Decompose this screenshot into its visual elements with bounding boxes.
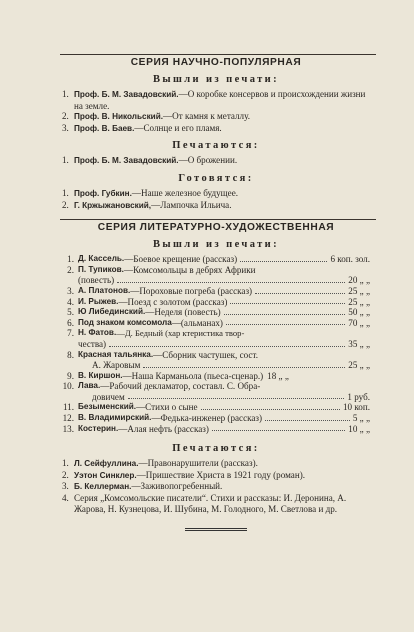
list-item: 4. Серия „Комсомольские писатели“. Стихи и рассказы: И. Деронина, А. Жарова, Н. Кузнецова, И. Шубина, М. Голодного, М. Светлова и др. — [62, 493, 347, 514]
literary-printing-heading: Печатаются: — [172, 443, 260, 455]
top-rule — [60, 54, 376, 55]
popular-series-title: СЕРИЯ НАУЧНО-ПОПУЛЯРНАЯ — [130, 57, 302, 68]
list-item: 2. П. Тупиков. —Комсомольцы в дебрях Африки — [67, 264, 256, 275]
popular-published-heading: Вышли из печати: — [153, 74, 279, 85]
list-item: 3. Б. Келлерман.—Заживопогребенный. — [62, 481, 223, 492]
list-item: 9. В. Киршон. —Наша Карманьола (пьеса-сценар.) 18 „ „ — [67, 370, 289, 381]
list-item: чества) 35 „ „ — [78, 338, 370, 349]
popular-printing-list — [62, 155, 370, 167]
list-item: 7. Н. Фатов. —Д. Бедный (хар ктеристика твор- — [67, 328, 245, 339]
list-item: 12. В. Владимирский. —Федька-инженер (рассказ) 5 „ „ — [62, 413, 370, 424]
list-item: 1. Проф. Б. М. Завадовский.—О коробке консервов и происхождении жизни на земле. — [62, 89, 366, 111]
list-item: 3. А. Платонов. —Пороховые погреба (рассказ) 25 „ „ — [67, 285, 370, 296]
list-item: 1. Проф. Б. М. Завадовский.—О брожении. — [62, 155, 238, 166]
literary-published-list — [62, 254, 370, 434]
popular-printing-heading: Печатаются: — [172, 140, 260, 152]
list-item: 3. Проф. В. Баев.—Солнце и его пламя. — [62, 122, 222, 133]
list-item: 1. Проф. Губкин.—Наше железное будущее. — [62, 187, 239, 198]
list-item: 6. Под знаком комсомола —(альманах) 70 „ „ — [67, 317, 370, 328]
list-item: 13. Костерин. —Алая нефть (рассказ) 10 „ „ — [62, 423, 370, 434]
literary-printing-list — [62, 458, 370, 514]
list-item: 2. Проф. В. Никольский.—От камня к металлу. — [62, 111, 251, 122]
list-item: А. Жаровым 25 „ „ — [92, 360, 370, 371]
list-item: 2. Уэтон Синклер.—Пришествие Христа в 1921 году (роман). — [62, 469, 305, 480]
popular-preparing-heading: Готовятся: — [178, 172, 254, 184]
list-item: 2. Г. Кржыжановский,—Лампочка Ильича. — [62, 199, 232, 210]
section-rule — [60, 219, 376, 220]
list-item: 5. Ю Либединский. —Неделя (повесть) 50 „ „ — [67, 307, 370, 318]
list-item: 4. И. Рыжев. —Поезд с золотом (рассказ) 25 „ „ — [67, 296, 370, 307]
list-item: 10. Лава. —Рабочий декламатор, составл. С. Обра- — [62, 381, 261, 392]
literary-series-title: СЕРИЯ ЛИТЕРАТУРНО-ХУДОЖЕСТВЕННАЯ — [97, 222, 335, 234]
popular-preparing-list — [62, 188, 370, 211]
list-item: 1. Л. Сейфуллина.—Правонарушители (рассказ). — [62, 458, 258, 469]
list-item: 1. Д. Кассель. —Боевое крещение (рассказ) 6 коп. зол. — [67, 254, 370, 265]
list-item: 8. Красная тальянка. —Сборник частушек, сост. — [67, 349, 258, 360]
list-item: (повесть) 20 „ „ — [78, 275, 370, 286]
bottom-ornament-rule — [185, 528, 247, 531]
popular-published-list — [62, 89, 370, 134]
list-item: 11. Безыменский. —Стихи о сыне 10 коп. — [62, 402, 370, 413]
list-item: довичем 1 руб. — [92, 391, 370, 402]
literary-published-heading: Вышли из печати: — [153, 239, 279, 251]
